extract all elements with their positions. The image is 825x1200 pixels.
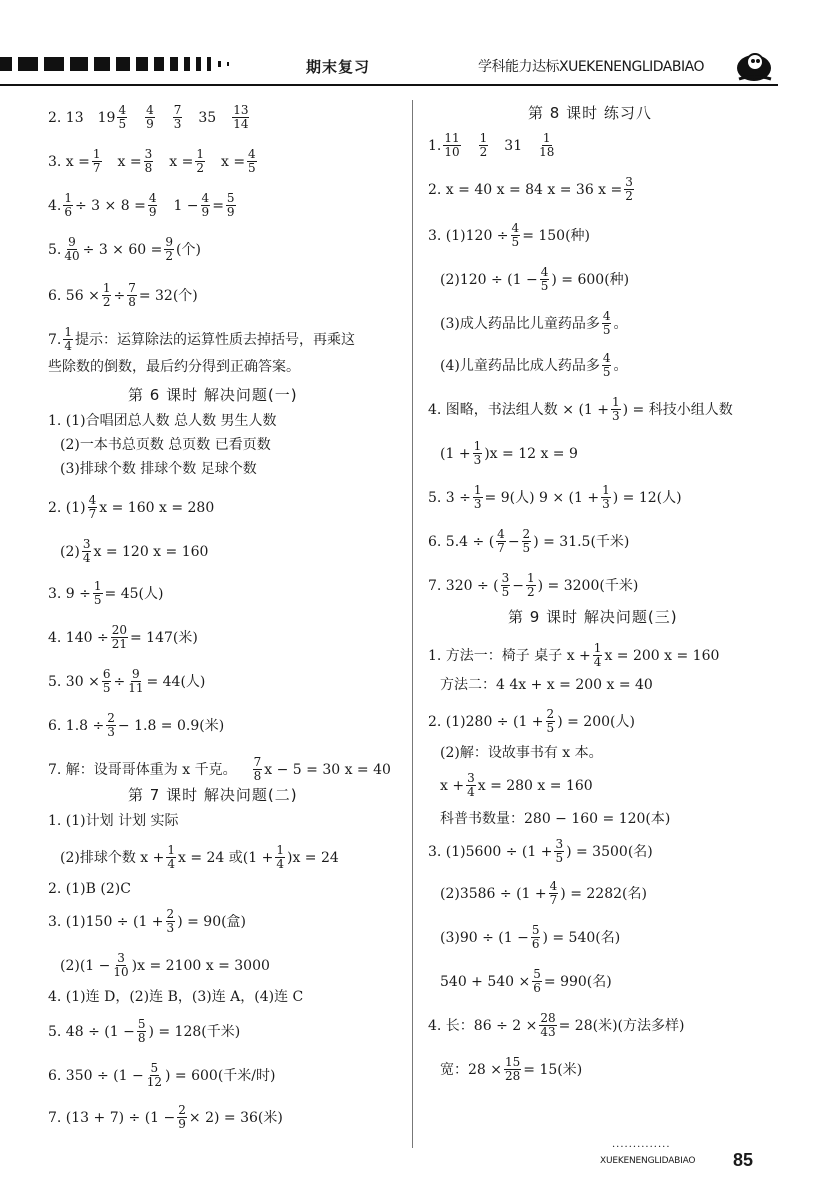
answer-line: 3. (1)5600 ÷ (1 + $\frac{3}{5}$ ) = 3500(名) xyxy=(428,837,653,865)
answer-line: 4. 图略，书法组人数 × (1 + $\frac{1}{3}$ ) = 科技小组人数 xyxy=(428,395,733,423)
answer-line: (2)解：设故事书有 x 本。 xyxy=(440,745,603,761)
answer-line: (3)排球个数 排球个数 足球个数 xyxy=(60,461,257,477)
answer-line: (3)成人药品比儿童药品多 $\frac{4}{5}$ 。 xyxy=(440,309,628,337)
answer-line: 些除数的倒数，最后约分得到正确答案。 xyxy=(48,359,300,375)
answer-line: x + $\frac{3}{4}$ x = 280 x = 160 xyxy=(440,771,593,799)
series-title: 学科能力达标XUEKENENGLIDABIAO xyxy=(478,59,704,75)
answer-line: 1. (1)合唱团总人数 总人数 男生人数 xyxy=(48,413,277,429)
answer-line: 2. (1)280 ÷ (1 + $\frac{2}{5}$ ) = 200(人) xyxy=(428,707,635,735)
header-dash-decoration xyxy=(0,57,240,71)
answer-line: 5. 48 ÷ (1 − $\frac{5}{8}$ ) = 128(千米) xyxy=(48,1017,241,1045)
answer-line: 4. 长：86 ÷ 2 × $\frac{28}{43}$ = 28(米)(方法多样) xyxy=(428,1011,685,1039)
answer-line: 科普书数量：280 − 160 = 120(本) xyxy=(440,811,671,827)
answer-line: 1. 方法一：椅子 桌子 x + $\frac{1}{4}$ x = 200 x = 160 xyxy=(428,641,720,669)
answer-line: (2)3586 ÷ (1 + $\frac{4}{7}$ ) = 2282(名) xyxy=(440,879,647,907)
answer-line: 6. 5.4 ÷ ( $\frac{4}{7}$ − $\frac{2}{5}$ ) = 31.5(千米) xyxy=(428,527,630,555)
answer-line: 5. 30 × $\frac{6}{5}$ ÷ $\frac{9}{11}$ = 44(人) xyxy=(48,667,206,695)
header-rule xyxy=(0,84,778,86)
answer-line: 1. $\frac{11}{10}$ $\frac{1}{2}$ 31 $\frac{1}{18}$ xyxy=(428,131,555,159)
answer-line: 3. x = $\frac{1}{7}$ x = $\frac{3}{8}$ x = $\frac{1}{2}$ x = $\frac{4}{5}$ xyxy=(48,147,256,175)
answer-line: 1. (1)计划 计划 实际 xyxy=(48,813,179,829)
column-divider xyxy=(412,100,413,1148)
answer-line: (4)儿童药品比成人药品多 $\frac{4}{5}$ 。 xyxy=(440,351,628,379)
answer-line: 方法二：4 4x + x = 200 x = 40 xyxy=(440,677,653,693)
answer-line: 2. (1)B (2)C xyxy=(48,881,131,897)
answer-line: 7. 320 ÷ ( $\frac{3}{5}$ − $\frac{1}{2}$ ) = 3200(千米) xyxy=(428,571,639,599)
answer-line: 3. (1)150 ÷ (1 + $\frac{2}{3}$ ) = 90(盒) xyxy=(48,907,247,935)
mascot-icon xyxy=(733,46,775,82)
answer-line: 5. $\frac{9}{40}$ ÷ 3 × 60 = $\frac{9}{2}$ (个) xyxy=(48,235,201,263)
answer-line: 6. 350 ÷ (1 − $\frac{5}{12}$ ) = 600(千米/时) xyxy=(48,1061,276,1089)
answer-line: (2)一本书总页数 总页数 已看页数 xyxy=(60,437,271,453)
answer-line: 7. (13 + 7) ÷ (1 − $\frac{2}{9}$ × 2) = 36(米) xyxy=(48,1103,283,1131)
answer-line: 2. x = 40 x = 84 x = 36 x = $\frac{3}{2}$ xyxy=(428,175,633,203)
answer-line: 3. (1)120 ÷ $\frac{4}{5}$ = 150(种) xyxy=(428,221,591,249)
answer-line: 3. 9 ÷ $\frac{1}{5}$ = 45(人) xyxy=(48,579,164,607)
page-title: 期末复习 xyxy=(306,58,371,76)
section-heading: 第 6 课时 解决问题(一) xyxy=(128,386,298,404)
answer-line: 4. 140 ÷ $\frac{20}{21}$ = 147(米) xyxy=(48,623,198,651)
section-heading: 第 8 课时 练习八 xyxy=(528,104,652,122)
section-heading: 第 7 课时 解决问题(二) xyxy=(128,786,298,804)
footer-dots: ·············· xyxy=(612,1142,671,1153)
answer-line: 4. $\frac{1}{6}$ ÷ 3 × 8 = $\frac{4}{9}$ 1 − $\frac{4}{9}$ = $\frac{5}{9}$ xyxy=(48,191,235,219)
answer-line: 6. 56 × $\frac{1}{2}$ ÷ $\frac{7}{8}$ = 32(个) xyxy=(48,281,198,309)
answer-line: 540 + 540 × $\frac{5}{6}$ = 990(名) xyxy=(440,967,612,995)
answer-line: (2)(1 − $\frac{3}{10}$ )x = 2100 x = 3000 xyxy=(60,951,270,979)
answer-line: (2)120 ÷ (1 − $\frac{4}{5}$ ) = 600(种) xyxy=(440,265,630,293)
answer-line: 宽：28 × $\frac{15}{28}$ = 15(米) xyxy=(440,1055,583,1083)
page-number: 85 xyxy=(733,1150,754,1170)
answer-line: (2)排球个数 x + $\frac{1}{4}$ x = 24 或(1 + $\frac{1}{4}$ )x = 24 xyxy=(60,843,339,871)
answer-line: 5. 3 ÷ $\frac{1}{3}$ = 9(人) 9 × (1 + $\frac{1}{3}$ ) = 12(人) xyxy=(428,483,682,511)
answer-line: 2. 13 19 $\frac{4}{5}$ $\frac{4}{9}$ $\frac{7}{3}$ 35 $\frac{13}{14}$ xyxy=(48,103,249,131)
answer-line: 4. (1)连 D，(2)连 B，(3)连 A，(4)连 C xyxy=(48,989,304,1005)
footer-brand: XUEKENENGLIDABIAO xyxy=(600,1156,696,1166)
answer-line: 7. $\frac{1}{4}$ 提示：运算除法的运算性质去掉括号，再乘这 xyxy=(48,325,355,353)
answer-line: 7. 解：设哥哥体重为 x 千克。 $\frac{7}{8}$ x − 5 = 30 x = 40 xyxy=(48,755,391,783)
answer-line: (1 + $\frac{1}{3}$ )x = 12 x = 9 xyxy=(440,439,578,467)
answer-line: 2. (1) $\frac{4}{7}$ x = 160 x = 280 xyxy=(48,493,215,521)
answer-line: (3)90 ÷ (1 − $\frac{5}{6}$ ) = 540(名) xyxy=(440,923,621,951)
answer-line: 6. 1.8 ÷ $\frac{2}{3}$ − 1.8 = 0.9(米) xyxy=(48,711,225,739)
answer-line: (2) $\frac{3}{4}$ x = 120 x = 160 xyxy=(60,537,209,565)
section-heading: 第 9 课时 解决问题(三) xyxy=(508,608,678,626)
